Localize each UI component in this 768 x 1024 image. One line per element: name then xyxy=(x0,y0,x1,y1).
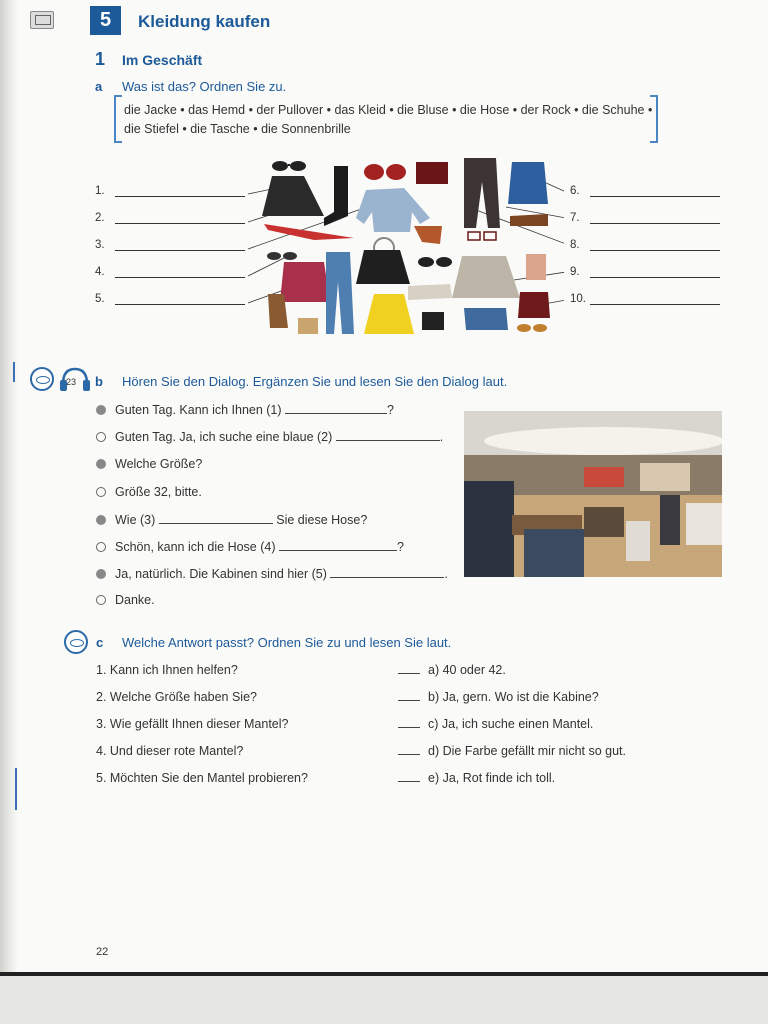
dark-jeans-icon xyxy=(464,158,500,228)
unit-title: Kleidung kaufen xyxy=(138,12,271,31)
glasses-2-icon xyxy=(517,324,547,332)
book-icon xyxy=(30,11,54,29)
answer-option-a: a) 40 oder 42. xyxy=(398,663,506,677)
dialog-line-3: Welche Größe? xyxy=(96,457,202,471)
heels-icon xyxy=(414,226,442,244)
question-2: 2. Welche Größe haben Sie? xyxy=(96,690,257,704)
speaker-a-dot xyxy=(96,405,106,415)
leader-line-6 xyxy=(544,182,564,192)
speaker-a-dot xyxy=(96,515,106,525)
dialog-blank-4[interactable] xyxy=(279,539,397,551)
answer-blank-6[interactable] xyxy=(590,195,720,197)
store-photo xyxy=(464,411,722,577)
word-box-line-1: die Jacke • das Hemd • der Pullover • das Kleid • die Bluse • die Hose • der Rock • die Schuhe • xyxy=(124,103,653,117)
dialog-line-1: Guten Tag. Kann ich Ihnen (1) ? xyxy=(96,402,394,417)
section-number: 1 xyxy=(95,49,106,69)
item-number-9: 9. xyxy=(570,266,580,278)
shirt-icon xyxy=(508,162,548,204)
answer-blank-4[interactable] xyxy=(115,276,245,278)
speaker-b-dot xyxy=(96,487,106,497)
dialog-blank-1[interactable] xyxy=(285,402,387,414)
small-handbag-icon xyxy=(298,318,318,334)
speaker-b-dot xyxy=(96,542,106,552)
task-a-title: Was ist das? Ordnen Sie zu. xyxy=(122,79,287,94)
dialog-line-7: Ja, natürlich. Die Kabinen sind hier (5) . xyxy=(96,566,448,581)
boots-icon xyxy=(324,166,348,226)
dialog-line-4: Größe 32, bitte. xyxy=(96,485,202,499)
answer-option-e: e) Ja, Rot finde ich toll. xyxy=(398,771,555,785)
answer-blank-7[interactable] xyxy=(590,222,720,224)
match-blank-4[interactable] xyxy=(398,744,420,755)
match-blank-2[interactable] xyxy=(398,690,420,701)
margin-mark xyxy=(13,362,15,382)
item-number-4: 4. xyxy=(95,266,105,278)
dialog-blank-3[interactable] xyxy=(159,512,273,524)
card-icon xyxy=(526,254,546,280)
speaker-a-dot xyxy=(96,459,106,469)
track-number: 23 xyxy=(66,377,77,387)
clothing-illustration xyxy=(244,152,564,342)
dialog-blank-2[interactable] xyxy=(336,429,440,441)
yellow-skirt-icon xyxy=(364,294,414,334)
scarf-icon xyxy=(264,224,354,240)
item-number-1: 1. xyxy=(95,185,105,197)
answer-option-d: d) Die Farbe gefällt mir nicht so gut. xyxy=(398,744,626,758)
question-5: 5. Möchten Sie den Mantel probieren? xyxy=(96,771,308,785)
small-bag-icon xyxy=(422,312,444,330)
task-b-letter: b xyxy=(95,374,103,389)
word-box xyxy=(114,97,658,141)
speaker-b-dot xyxy=(96,432,106,442)
match-blank-3[interactable] xyxy=(398,717,420,728)
dialog-blank-5[interactable] xyxy=(330,566,444,578)
speaker-a-dot xyxy=(96,569,106,579)
page-number: 22 xyxy=(96,946,109,958)
red-sunglasses-icon xyxy=(364,164,406,180)
light-jeans-icon xyxy=(326,252,354,334)
answer-blank-8[interactable] xyxy=(590,249,720,251)
task-a-letter: a xyxy=(95,79,103,94)
leather-jacket-icon xyxy=(356,250,410,284)
dialog-line-2: Guten Tag. Ja, ich suche eine blaue (2) . xyxy=(96,429,443,444)
item-number-5: 5. xyxy=(95,293,105,305)
item-number-6: 6. xyxy=(570,185,580,197)
dialog-line-5: Wie (3) Sie diese Hose? xyxy=(96,512,367,527)
brown-shoes-icon xyxy=(510,214,548,226)
denim-jacket-icon xyxy=(356,188,430,232)
task-c-letter: c xyxy=(96,635,104,650)
page-edge xyxy=(0,972,768,976)
task-c-title: Welche Antwort passt? Ordnen Sie zu und lesen Sie laut. xyxy=(122,635,452,650)
cd-icon[interactable] xyxy=(30,367,54,391)
cd-icon-2[interactable] xyxy=(64,630,88,654)
answer-blank-9[interactable] xyxy=(590,276,720,278)
sneakers-icon xyxy=(408,284,452,300)
dialog-line-6: Schön, kann ich die Hose (4) ? xyxy=(96,539,404,554)
margin-mark-2 xyxy=(15,768,17,810)
match-blank-5[interactable] xyxy=(398,771,420,782)
answer-option-b: b) Ja, gern. Wo ist die Kabine? xyxy=(398,690,599,704)
word-box-line-2: die Stiefel • die Tasche • die Sonnenbrille xyxy=(124,122,351,136)
shorts-icon xyxy=(464,308,508,330)
handbag-icon xyxy=(518,292,550,318)
answer-blank-3[interactable] xyxy=(115,249,245,251)
answer-blank-10[interactable] xyxy=(590,303,720,305)
answer-blank-5[interactable] xyxy=(115,303,245,305)
sunglasses-3-icon xyxy=(418,257,452,267)
glasses-icon xyxy=(468,232,496,240)
plaid-blouse-icon xyxy=(280,262,330,302)
section-title: Im Geschäft xyxy=(122,52,203,68)
book-binding xyxy=(0,0,18,976)
item-number-2: 2. xyxy=(95,212,105,224)
unit-number: 5 xyxy=(90,6,121,35)
answer-blank-1[interactable] xyxy=(115,195,245,197)
question-4: 4. Und dieser rote Mantel? xyxy=(96,744,244,758)
item-number-7: 7. xyxy=(570,212,580,224)
match-blank-1[interactable] xyxy=(398,663,420,674)
item-number-10: 10. xyxy=(570,293,586,305)
question-1: 1. Kann ich Ihnen helfen? xyxy=(96,663,238,677)
answer-blank-2[interactable] xyxy=(115,222,245,224)
question-3: 3. Wie gefällt Ihnen dieser Mantel? xyxy=(96,717,289,731)
item-number-8: 8. xyxy=(570,239,580,251)
answer-option-c: c) Ja, ich suche einen Mantel. xyxy=(398,717,593,731)
leader-line-4 xyxy=(248,258,284,276)
sunglasses-icon xyxy=(272,161,306,171)
clutch-icon xyxy=(416,162,448,184)
task-b-title: Hören Sie den Dialog. Ergänzen Sie und lesen Sie den Dialog laut. xyxy=(122,374,508,389)
dialog-line-8: Danke. xyxy=(96,593,155,607)
speaker-b-dot xyxy=(96,595,106,605)
skirt-icon xyxy=(262,176,324,216)
pullover-icon xyxy=(452,256,520,298)
item-number-3: 3. xyxy=(95,239,105,251)
